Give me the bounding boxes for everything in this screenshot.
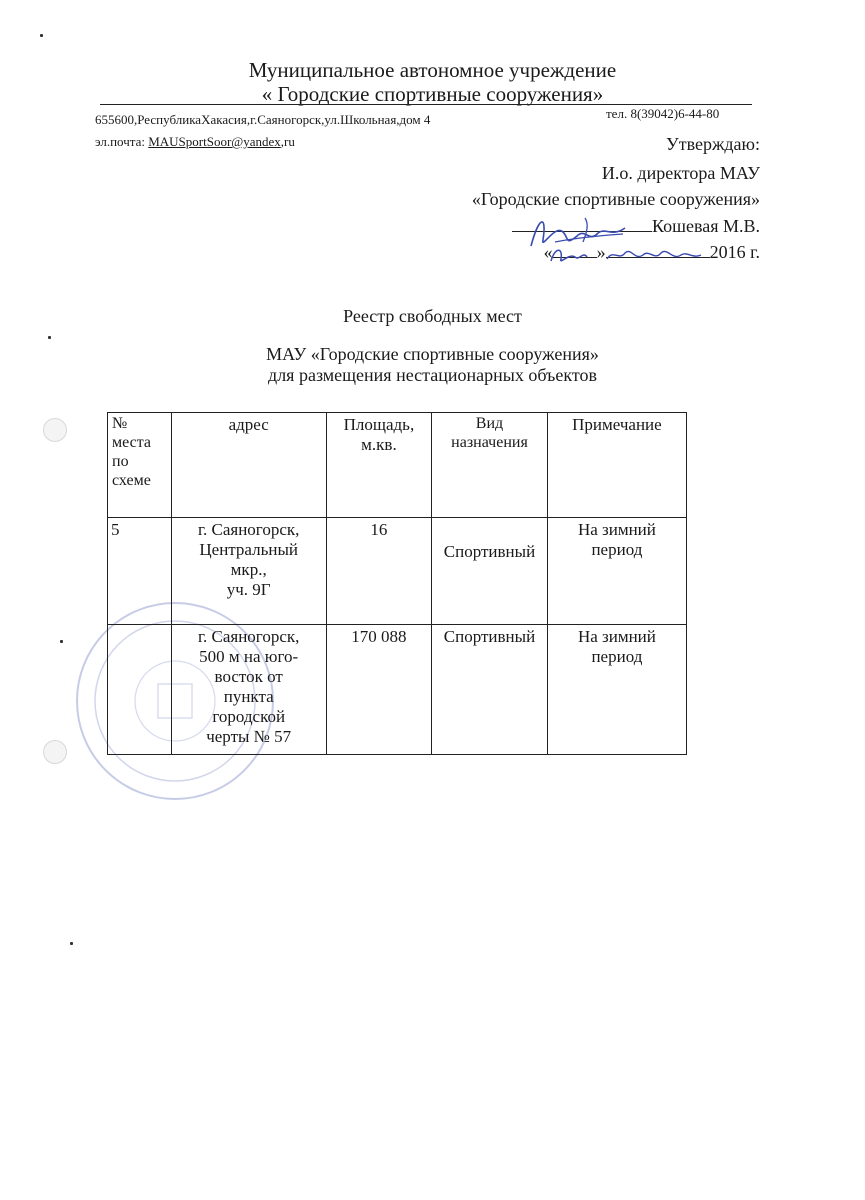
header-place-number: № места по схеме (108, 413, 172, 518)
cell-area: 170 088 (326, 625, 431, 755)
org-name-line1: Муниципальное автономное учреждение (248, 58, 617, 82)
table-row (108, 518, 687, 625)
org-email-line (95, 134, 295, 150)
email-label: эл.почта: (95, 134, 149, 149)
approval-heading: Утверждаю: (665, 134, 760, 154)
date-year: 2016 г. (709, 242, 760, 262)
letterhead-rule-main (250, 104, 626, 105)
punch-hole-mark (43, 740, 67, 764)
table-header-row (108, 413, 687, 518)
cell-place-number (108, 625, 172, 755)
scan-speck (48, 336, 51, 339)
cell-note: На зимний период (547, 625, 686, 755)
table-row (108, 625, 687, 755)
registry-table (107, 412, 687, 755)
letterhead-rule-right (626, 104, 752, 105)
date-close-quote: » (596, 242, 606, 262)
org-address: 655600,РеспубликаХакасия,г.Саяногорск,ул.Школьная,дом 4 (95, 112, 431, 127)
scan-speck (40, 34, 43, 37)
header-purpose: Вид назначения (432, 413, 548, 518)
header-note: Примечание (547, 413, 686, 518)
email-suffix: ,ru (280, 134, 295, 149)
scan-speck (70, 942, 73, 945)
document-subtitle: МАУ «Городские спортивные сооружения» (266, 344, 599, 364)
cell-address: г. Саяногорск, 500 м на юго- восток от пункта городской черты № 57 (171, 625, 326, 755)
cell-purpose: Спортивный (432, 518, 548, 625)
approval-organization: «Городские спортивные сооружения» (471, 189, 760, 209)
letterhead-rule-left (100, 104, 250, 105)
header-address: адрес (171, 413, 326, 518)
scan-speck (60, 640, 63, 643)
org-name-line2: « Городские спортивные сооружения» (261, 82, 604, 106)
date-open-quote: « (543, 242, 553, 262)
header-area: Площадь, м.кв. (326, 413, 431, 518)
cell-note: На зимний период (547, 518, 686, 625)
document-title: Реестр свободных мест (343, 306, 522, 326)
approval-position: И.о. директора МАУ (601, 163, 760, 183)
punch-hole-mark (43, 418, 67, 442)
cell-purpose: Спортивный (432, 625, 548, 755)
approver-name: Кошевая М.В. (652, 216, 760, 236)
cell-place-number: 5 (108, 518, 172, 625)
cell-area: 16 (326, 518, 431, 625)
org-phone: тел. 8(39042)6-44-80 (606, 106, 720, 121)
document-subtitle-purpose: для размещения нестационарных объектов (268, 365, 597, 385)
handwritten-date (547, 243, 707, 267)
cell-address: г. Саяногорск, Центральный мкр., уч. 9Г (171, 518, 326, 625)
email-link[interactable]: MAUSportSoor@yandex (148, 134, 281, 149)
